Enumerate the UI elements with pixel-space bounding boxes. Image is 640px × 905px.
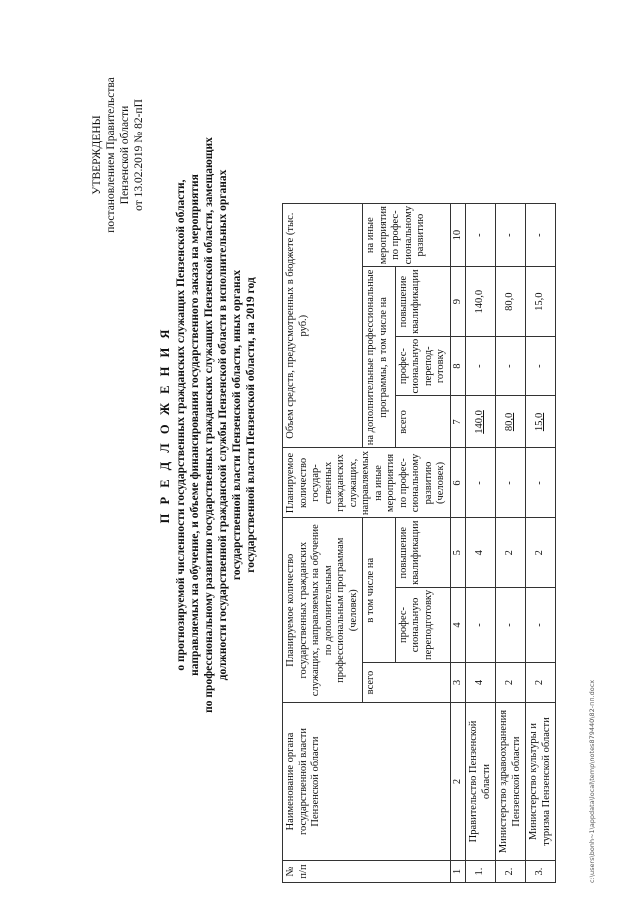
approval-line: от 13.02.2019 № 82-пП [133, 99, 145, 211]
table-row [496, 7, 526, 883]
row-budget-qualification: 80,0 [496, 267, 526, 336]
row-org: Правительство Пензенской области [466, 703, 496, 861]
row-budget-qualification: 15,0 [526, 267, 556, 336]
approval-line: УТВЕРЖДЕНЫ [91, 115, 103, 195]
col-number: 9 [450, 267, 466, 336]
row-budget-total: 140,0 [466, 396, 496, 448]
row-qualification: 2 [526, 518, 556, 587]
col-number: 5 [450, 518, 466, 587]
file-path-footer: c:\users\bonh~1\appdata\local\temp\notes879440\82-пп.docx [588, 679, 596, 883]
header-planned-dpo: Планируемое количество государственных гражданских служащих, направляемых на обучение по дополнительным профессиональным программам (человек) [283, 518, 363, 703]
row-total: 4 [466, 663, 496, 703]
row-org: Министерство здравоохранения Пензенской области [496, 703, 526, 861]
title-line: государственной власти Пензенской области, на 2019 год [245, 277, 257, 573]
row-num: 1. [466, 861, 496, 883]
row-total: 2 [526, 663, 556, 703]
title-line: государственной власти Пензенской области, иных органах [231, 269, 243, 581]
header-planned-other: Планируемое количество государ-ственных гражданских служащих, направляемых на иные мероприятия по профес-сиональному развитию (человек) [283, 448, 451, 518]
col-number: 1 [450, 861, 466, 883]
row-num: 3. [526, 861, 556, 883]
header-budget-total: всего [395, 396, 450, 448]
row-org: Министерство культуры и туризма Пензенской области [526, 703, 556, 861]
header-budget: Объем средств, предусмотренных в бюджете (тыс. руб.) [283, 203, 363, 448]
approval-line: Пензенской области [119, 105, 131, 205]
title-line: направляемых на обучение, и объеме финансирования государственного заказа на мероприятия [189, 174, 201, 676]
header-retraining: профес-сиональную переподготовку [395, 587, 450, 662]
col-number: 2 [450, 703, 466, 861]
row-budget-other: - [466, 203, 496, 267]
approval-stamp [90, 25, 146, 285]
row-other: - [496, 448, 526, 518]
row-budget-total: 15,0 [526, 396, 556, 448]
title-line: по профессиональному развитию государственных гражданских служащих Пензенской области, замещающих [203, 137, 215, 713]
header-total: всего [363, 663, 451, 703]
row-retraining: - [496, 587, 526, 662]
row-qualification: 2 [496, 518, 526, 587]
header-budget-other: на иные мероприятия по профес-сиональному развитию [363, 203, 451, 267]
row-retraining: - [526, 587, 556, 662]
proposals-table [282, 7, 556, 883]
table-row [526, 7, 556, 883]
approval-line: постановлением Правительства [105, 77, 117, 233]
row-budget-qualification: 140,0 [466, 267, 496, 336]
header-org: Наименование органа государственной власти Пензенской области [283, 703, 451, 861]
col-number: 8 [450, 336, 466, 396]
header-num: № п/п [283, 861, 451, 883]
col-number: 7 [450, 396, 466, 448]
col-number: 10 [450, 203, 466, 267]
col-number: 6 [450, 448, 466, 518]
header-budget-retraining: профес-сиональную перепод-готовку [395, 336, 450, 396]
row-retraining: - [466, 587, 496, 662]
header-incl: в том числе на [363, 518, 396, 663]
title-line: должности государственной гражданской службы Пензенской области в исполнительных органах [217, 169, 229, 681]
title-line: о прогнозируемой численности государственных гражданских служащих Пензенской области, [175, 179, 187, 671]
col-number: 3 [450, 663, 466, 703]
row-budget-retraining: - [526, 336, 556, 396]
row-budget-retraining: - [466, 336, 496, 396]
row-total: 2 [496, 663, 526, 703]
row-budget-other: - [496, 203, 526, 267]
document-title [158, 25, 258, 825]
row-other: - [466, 448, 496, 518]
row-other: - [526, 448, 556, 518]
col-number: 4 [450, 587, 466, 662]
row-budget-total: 80,0 [496, 396, 526, 448]
table-row [466, 7, 496, 883]
header-budget-qualification: повышение квалификации [395, 267, 450, 336]
title-heading: П Р Е Д Л О Ж Е Н И Я [158, 326, 172, 524]
row-qualification: 4 [466, 518, 496, 587]
row-num: 2. [496, 861, 526, 883]
row-budget-other: - [526, 203, 556, 267]
header-budget-dpo: на дополнительные профессиональные программы, в том числе на [363, 267, 396, 448]
row-budget-retraining: - [496, 336, 526, 396]
header-qualification: повышение квалификации [395, 518, 450, 587]
